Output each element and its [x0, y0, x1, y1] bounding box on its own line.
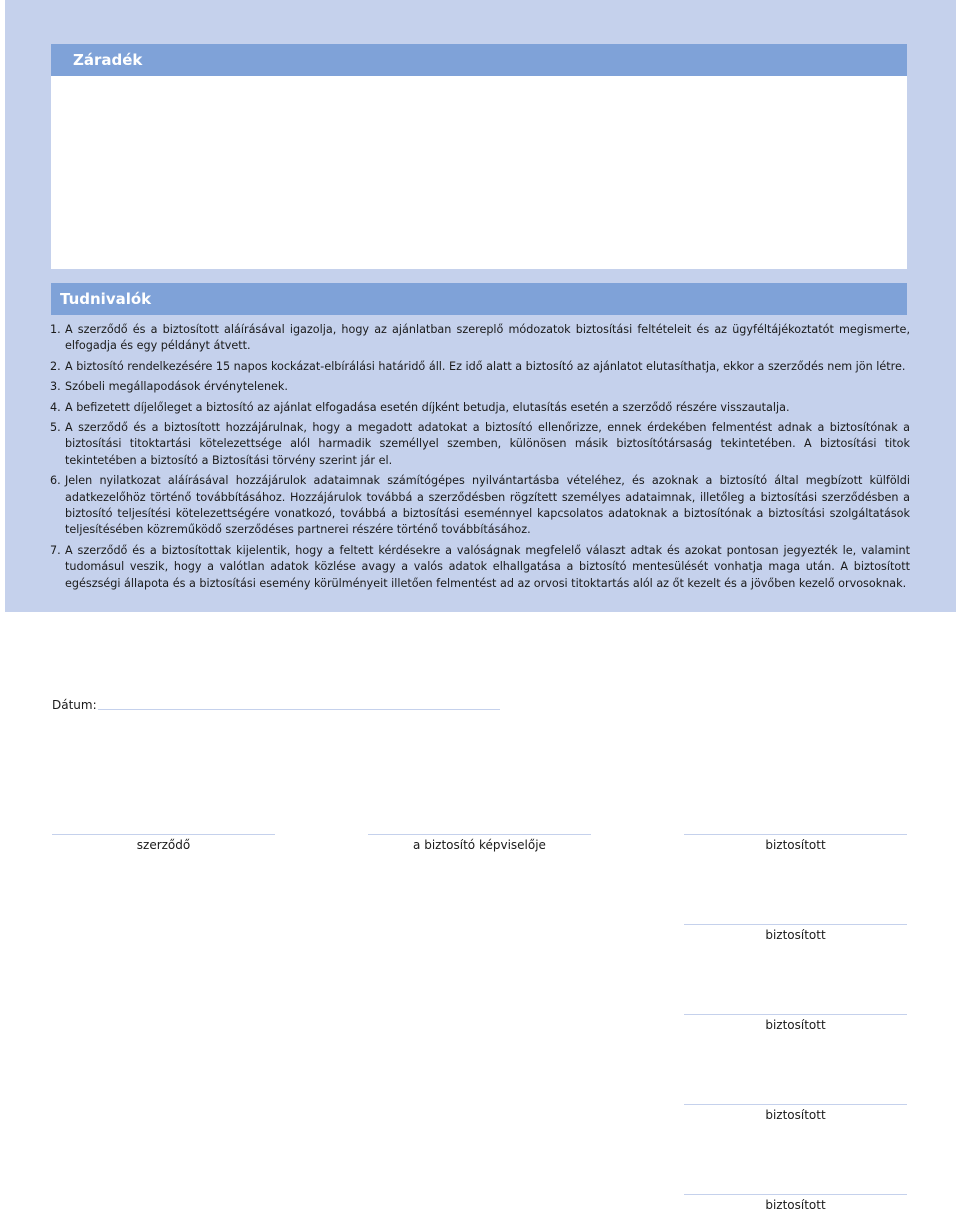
- signature-biztositott-5[interactable]: [684, 1194, 907, 1213]
- signature-biztositott-4[interactable]: [684, 1104, 907, 1123]
- date-input-line[interactable]: [98, 709, 500, 710]
- zaradek-header: Záradék: [51, 44, 907, 76]
- list-item: 6. Jelen nyilatkozat aláírásával hozzájárulok adataimnak számítógépes nyilvántartásba vételéhez, és azoknak a biztosító által megbízott külföldi adatkezelőhöz történő továbbításához. Hozzájárulok továbbá a szerződésben rögzített személyes adataimnak, illetőleg a biztosítási szerződésben a biztosító teljesítési kötelezettségére vonatkozó, továbbá a biztosítási eseménnyel kapcsolatos adatoknak a biztosítónak a biztosítási szolgáltatások teljesítésében közreműködő szerződéses partnerei részére történő továbbításához.: [50, 474, 910, 537]
- list-item: 1. A szerződő és a biztosított aláírásával igazolja, hogy az ajánlatban szereplő módozatok biztosítási feltételeit és az ügyféltájékoztatót megismerte, elfogadja és egy példányt átvett.: [50, 323, 910, 353]
- signature-label: biztosított: [765, 1108, 826, 1122]
- signature-biztositott-2[interactable]: [684, 924, 907, 943]
- tudnivalok-header: Tudnivalók: [51, 283, 907, 315]
- list-item: 3. Szóbeli megállapodások érvénytelenek.: [50, 380, 288, 394]
- signature-label: biztosított: [765, 928, 826, 942]
- tudnivalok-list: [50, 322, 910, 596]
- signature-szerzodo[interactable]: [52, 834, 275, 853]
- list-item: 7. A szerződő és a biztosítottak kijelentik, hogy a feltett kérdésekre a valóságnak megfelelő választ adtak és azokat pontosan jegyezték le, valamint tudomásul veszik, hogy a valótlan adatok közlése avagy a valós adatok elhallgatása a biztosító mentesülését vonhatja maga után. A biztosított egészségi állapota és a biztosítási esemény körülményeit illetően felmentést ad az orvosi titoktartás alól az őt kezelt és a jövőben kezelő orvosoknak.: [50, 543, 910, 590]
- signature-biztositott-3[interactable]: [684, 1014, 907, 1033]
- signature-label: a biztosító képviselője: [413, 838, 546, 852]
- signature-label: szerződő: [136, 838, 191, 852]
- list-item: 2. A biztosító rendelkezésére 15 napos kockázat-elbírálási határidő áll. Ez idő alatt a biztosító az ajánlatot elutasíthatja, ekkor a szerződés nem jön létre.: [50, 359, 906, 373]
- signature-biztositott-1[interactable]: [684, 834, 907, 853]
- list-item: 5. A szerződő és a biztosított hozzájárulnak, hogy a megadott adatokat a biztosító ellenőrizze, ennek érdekében felmentést adnak a biztosítónak a biztosítási titoktartási kötelezettsége alól harmadik személlyel szemben, különösen másik biztosítótársaság tekintetében. A biztosítási titok tekintetében a biztosító a Biztosítási törvény szerint jár el.: [50, 421, 910, 467]
- zaradek-content-box: [51, 76, 907, 269]
- signature-label: biztosított: [765, 1018, 826, 1032]
- date-label: Dátum:: [52, 698, 97, 712]
- list-item: 4. A befizetett díjelőleget a biztosító az ajánlat elfogadása esetén díjként betudja, elutasítás esetén a szerződő részére visszautalja.: [50, 400, 790, 414]
- signature-kepviselo[interactable]: [368, 834, 591, 853]
- signature-label: biztosított: [765, 838, 826, 852]
- signature-label: biztosított: [765, 1198, 826, 1212]
